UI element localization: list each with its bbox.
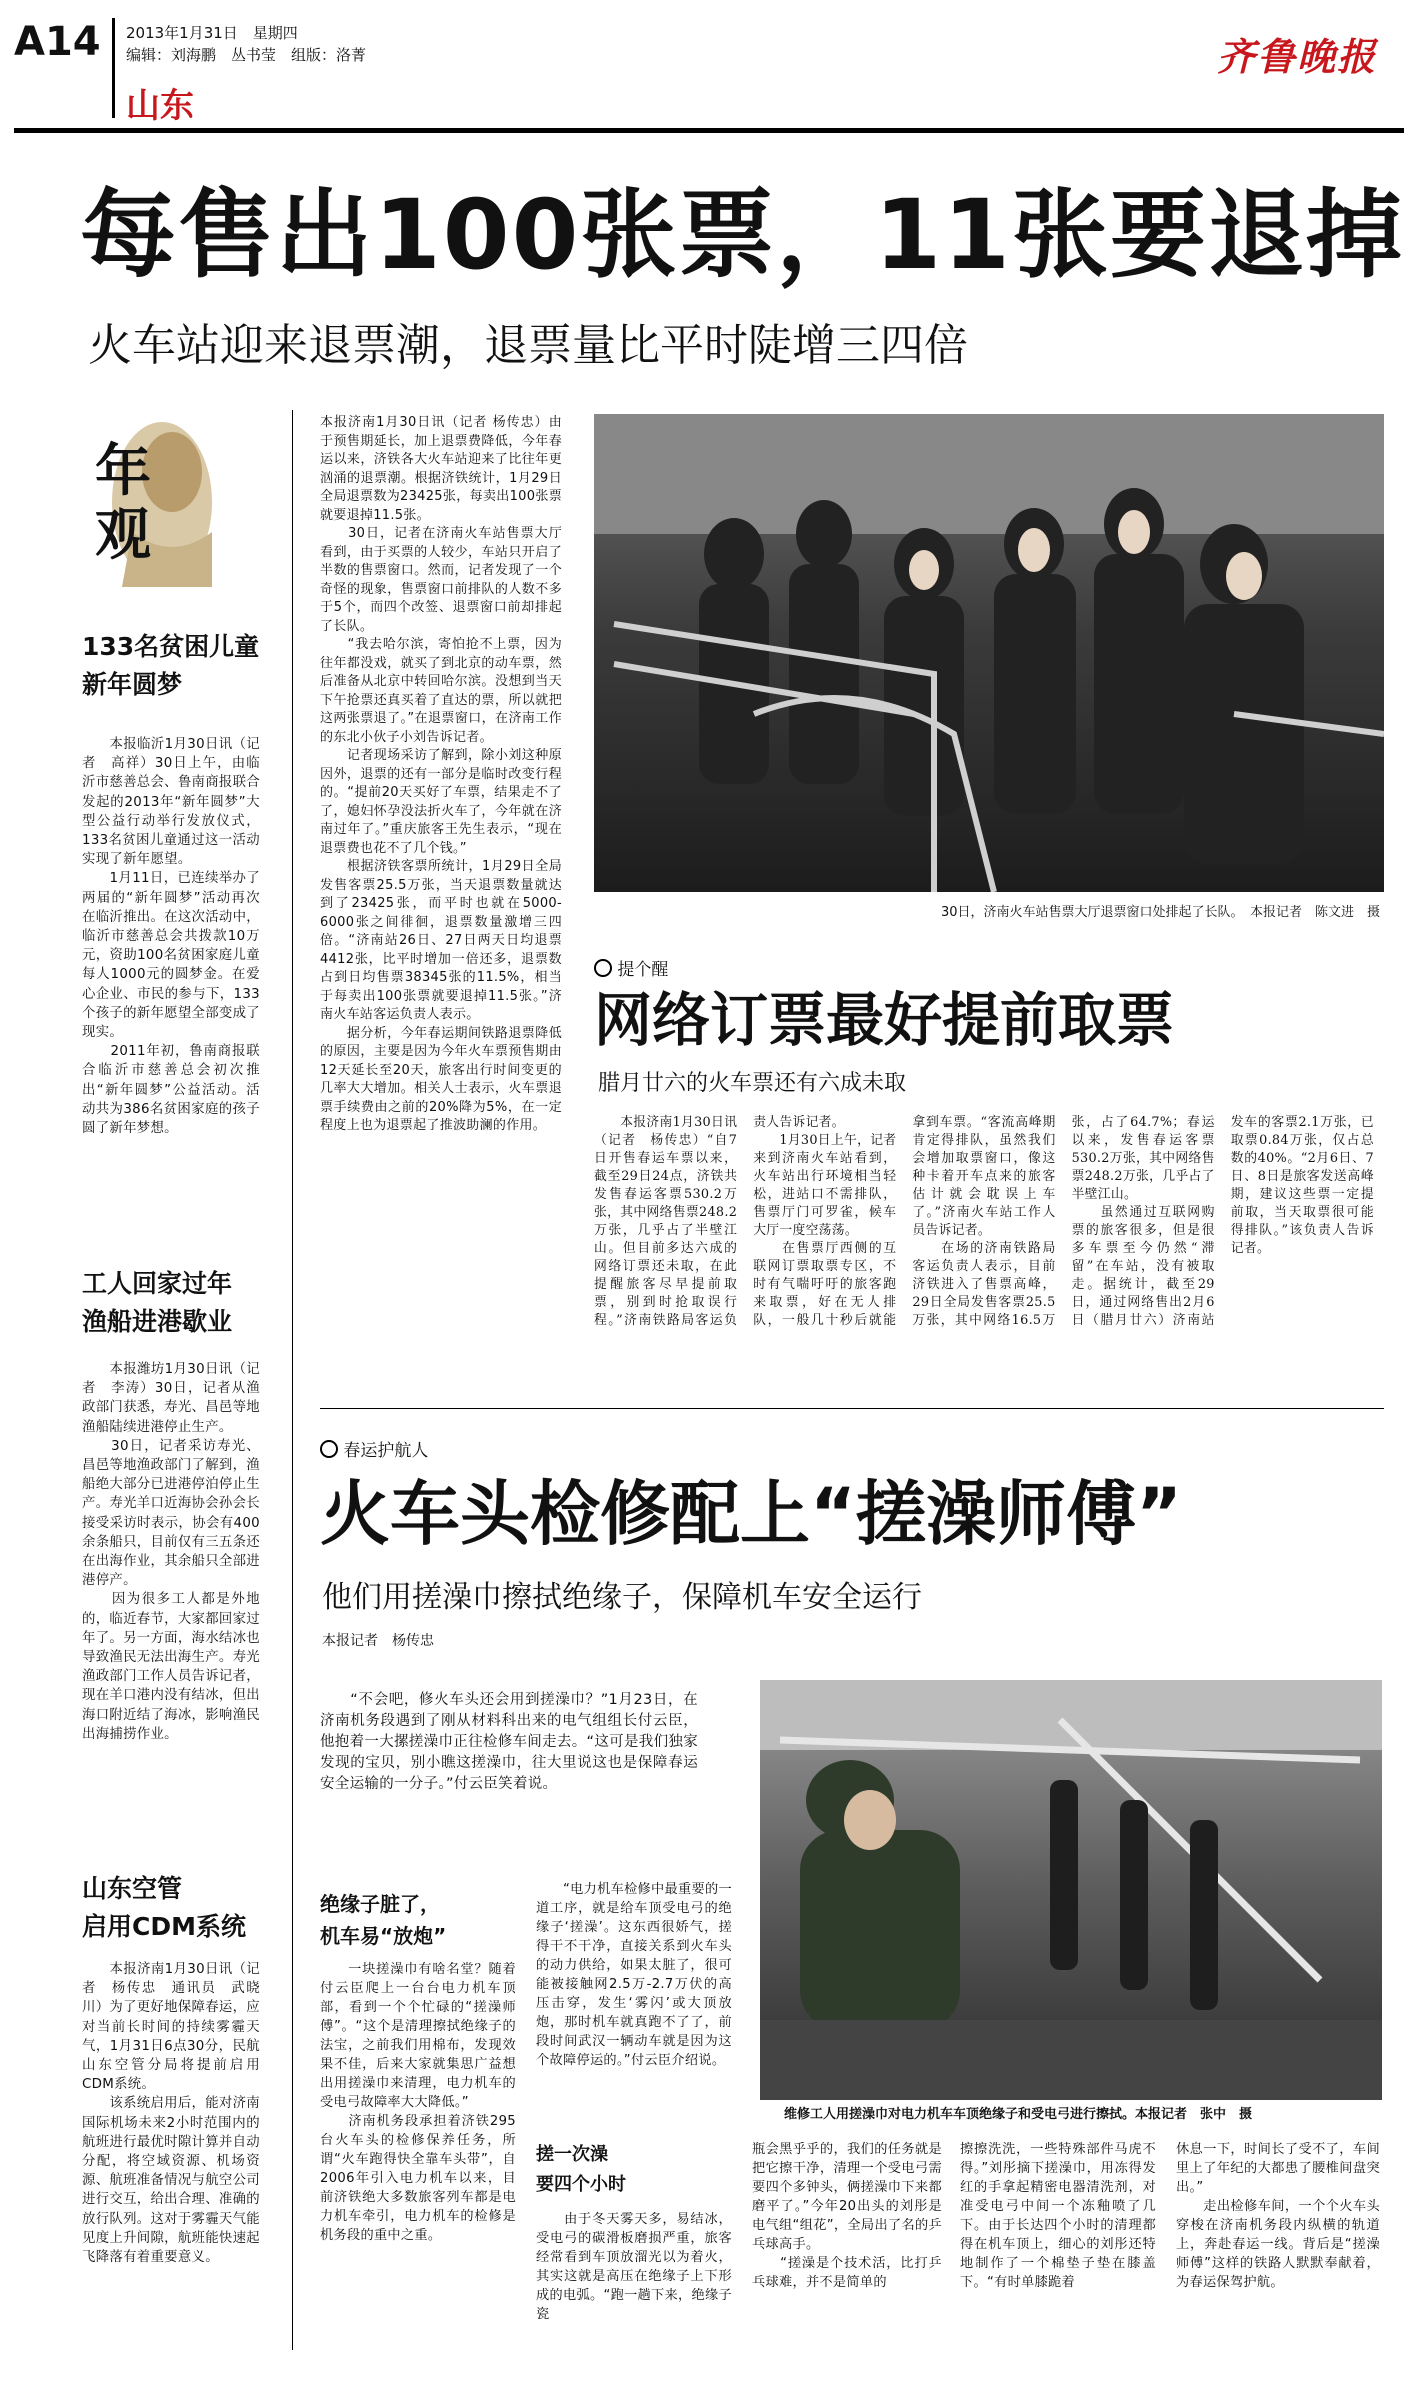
feature-tag-label: 春运护航人 [343, 1441, 429, 1461]
tip-subhead: 腊月廿六的火车票还有六成未取 [598, 1071, 907, 1096]
brief1-title-line1: 133名贫困儿童 [82, 632, 260, 661]
header-divider [112, 18, 115, 118]
column-logo-text: 年观 [95, 439, 151, 568]
brief2-body: 本报潍坊1月30日讯（记者 李涛）30日，记者从渔政部门获悉，寿光、昌邑等地渔船陆续进港停止生产。 30日，记者采访寿光、昌邑等地渔政部门了解到，渔船绝大部分已进港停泊停止生产。寿光羊口近海协会孙会长接受采访时表示，协会有400余条船只，目前仅有三五条还在出海作业，其余船只全部进港停产。 因为很多工人都是外地的，临近春节，大家都回家过年了。另一方面，海水结冰也导致渔民无法出海生产。寿光渔政部门工作人员告诉记者，现在羊口港内没有结冰，但出海口附近结了海冰，影响渔民出海捕捞作业。 [82, 1362, 260, 1742]
tip-body: 本报济南1月30日讯（记者 杨传忠）“自7日开售春运车票以来，截至29日24点，济铁共发售春运客票530.2万张，其中网络售票248.2万张，几乎占了半壁江山。但目前多达六成的网络订票还未取，在此提醒旅客尽早提前取票，别到时抢取误行程。”济南铁路局客运负责人告诉记者。 1月30日上午，记者来到济南火车站看到，火车站出行环境相当轻松，进站口不需排队，售票厅门可罗雀，候车大厅一度空荡荡。 在售票厅西侧的互联网订票取票专区，不时有气喘吁吁的旅客跑来取票，好在无人排队，一般几十秒后就能拿到车票。“客流高峰期肯定得排队，虽然我们会增加取票窗口，像这种卡着开车点来的旅客估计就会耽误上车了。”济南火车站工作人员告诉记者。 在场的济南铁路局客运负责人表示，目前济铁进入了售票高峰，29日全局发售客票25.5万张，其中网络16.5万张，占了64.7%；春运以来，发售春运客票530.2万张，其中网络售票248.2万张，几乎占了半壁江山。 虽然通过互联网购票的旅客很多，但是很多车票至今仍然“滞留”在车站，没有被取走。据统计，截至29日，通过网络售出2月6日（腊月廿六）济南站发车的客票2.1万张，已取票0.84万张，仅占总数的40%。“2月6日、7日、8日是旅客发送高峰期，建议这些票一定提前取，当天取票很可能得排队。”该负责人告诉记者。 [594, 1115, 1374, 1328]
feature-byline: 本报记者 杨传忠 [322, 1633, 434, 1649]
brief1-title-line2: 新年圆梦 [82, 670, 183, 699]
brief3-title [82, 1870, 282, 1946]
feature-photo [760, 1680, 1382, 2100]
feature-subhead: 他们用搓澡巾擦拭绝缘子，保障机车安全运行 [322, 1580, 922, 1615]
feature-photo-art [760, 1680, 1382, 2100]
brief1-title [82, 628, 282, 704]
feature-col3-body: 瓶会黑乎乎的，我们的任务就是把它擦干净，清理一个受电弓需要四个多钟头，俩搓澡巾下来都磨平了。”今年20出头的刘彤是电气组“组花”，全局出了名的乒乓球高手。 “搓澡是个技术活，比打乒乓球难，并不是简单的 [752, 2142, 942, 2290]
feature-section1-title-line2: 机车易“放炮” [320, 1924, 447, 1948]
feature-col5-body: 休息一下，时间长了受不了，车间里上了年纪的大都患了腰椎间盘突出。” 走出检修车间，一个个火车头穿梭在济南机务段内纵横的轨道上，奔赴春运一线。背后是“搓澡师傅”这样的铁路人默默奉献着，为春运保驾护航。 [1176, 2142, 1380, 2290]
lead-headline: 每售出100张票，11张要退掉 [80, 179, 1404, 291]
brief1-body: 本报临沂1月30日讯（记者 高祥）30日上午，由临沂市慈善总会、鲁南商报联合发起的2013年“新年圆梦”大型公益行动举行发放仪式，133名贫困儿童通过这一活动实现了新年愿望。 1月11日，已连续举办了两届的“新年圆梦”活动再次在临沂推出。在这次活动中，临沂市慈善总会共拨款10万元，资助100名贫困家庭儿童每人1000元的圆梦金。在爱心企业、市民的参与下，133个孩子的新年愿望全部变成了现实。 2011年初，鲁南商报联合临沂市慈善总会初次推出“新年圆梦”公益活动。活动共为386名贫困家庭的孩子圆了新年梦想。 [82, 737, 260, 1137]
page-number: A14 [14, 19, 101, 65]
tip-tag-icon [594, 959, 612, 977]
feature-intro: “不会吧，修火车头还会用到搓澡巾？”1月23日，在济南机务段遇到了刚从材料科出来的电气组组长付云臣，他抱着一大摞搓澡巾正往检修车间走去。“这可是我们独家发现的宝贝，别小瞧这搓澡巾，往大里说这也是保障春运安全运输的一分子。”付云臣笑着说。 [320, 1692, 698, 1792]
tip-tag-label: 提个醒 [617, 960, 669, 980]
date-line: 2013年1月31日 星期四 [126, 24, 298, 42]
brief2-title-line2: 渔船进港歇业 [82, 1307, 233, 1336]
brief3-body: 本报济南1月30日讯（记者 杨传忠 通讯员 武晓川）为了更好地保障春运，应对当前长时间的持续雾霾天气，1月31日6点30分，民航山东空管分局将提前启用CDM系统。 该系统启用后，能对济南国际机场未来2小时范围内的航班进行最优时隙计算并自动分配，将空域资源、机场资源、航班准备情况与航空公司进行交互，给出合理、准确的放行队列。这对于雾霾天气能见度上升间隙，航班能快速起飞降落有着重要意义。 [82, 1962, 260, 2266]
header-rule [14, 128, 1404, 133]
feature-section2-title-line1: 搓一次澡 [536, 2144, 608, 2165]
brief3-title-line2: 启用CDM系统 [82, 1912, 246, 1941]
lead-photo-art [594, 414, 1384, 892]
feature-photo-caption: 维修工人用搓澡巾对电力机车车顶绝缘子和受电弓进行擦拭。本报记者 张中 摄 [784, 2107, 1253, 2122]
column-divider [292, 410, 293, 2350]
feature-tag-icon [320, 1440, 338, 1458]
feature-section2-title [536, 2140, 736, 2200]
feature-section1-title-line1: 绝缘子脏了， [320, 1892, 440, 1916]
brief3-title-line1: 山东空管 [82, 1874, 183, 1903]
lead-body: 本报济南1月30日讯（记者 杨传忠）由于预售期延长，加上退票费降低，今年春运以来，济铁各大火车站迎来了比往年更汹涌的退票潮。根据济铁统计，1月29日全局退票数为23425张，每卖出100张票就要退掉11.5张。 30日，记者在济南火车站售票大厅看到，由于买票的人较少，车站只开启了半数的售票窗口。然而，记者发现了一个奇怪的现象，售票窗口前排队的人数不多于5个，而四个改签、退票窗口前却排起了长队。 “我去哈尔滨，寄怕抢不上票，因为往年都没戏，就买了到北京的动车票，然后准备从北京中转回哈尔滨。没想到当天下午抢票还真买着了直达的票，所以就把这两张票退了。”在退票窗口，在济南工作的东北小伙子小刘告诉记者。 记者现场采访了解到，除小刘这种原因外，退票的还有一部分是临时改变行程的。“提前20天买好了车票，结果走不了了，媳妇怀孕没法折火车了，今年就在济南过年了。”重庆旅客王先生表示，“现在退票费也花不了几个钱。” 根据济铁客票所统计，1月29日全局发售客票25.5万张，当天退票数量就达到了23425张，而平时也就在5000-6000张之间徘徊，退票数量激增三四倍。“济南站26日、27日两天日均退票4412张，比平时增加一倍还多，退票数占到日均售票38345张的11.5%，相当于每卖出100张票就要退掉11.5张。”济南火车站客运负责人表示。 据分析，今年春运期间铁路退票降低的原因，主要是因为今年火车票预售期由12天延长至20天，旅客出行时间变更的几率大大增加。相关人士表示，火车票退票手续费由之前的20%降为5%，在一定程度上也为退票起了推波助澜的作用。 [320, 415, 562, 1133]
tip-tag [594, 955, 668, 980]
lead-photo [594, 414, 1384, 892]
feature-top-rule [320, 1408, 1384, 1409]
feature-section1-body: 一块搓澡巾有啥名堂？随着付云臣爬上一台台电力机车顶部，看到一个个忙碌的“搓澡师傅”。“这个是清理擦拭绝缘子的法宝，之前我们用棉布，发现效果不佳，后来大家就集思广益想出用搓澡巾来清理，电力机车的受电弓故障率大大降低。” 济南机务段承担着济铁295台火车头的检修保养任务，所谓“火车跑得快全靠车头带”，自2006年引入电力机车以来，目前济铁绝大多数旅客列车都是电力机车牵引，电力机车的检修是机务段的重中之重。 [320, 1962, 516, 2243]
feature-col2-body2: 由于冬天雾天多，易结冰，受电弓的碳滑板磨损严重，旅客经常看到车顶放溜光以为着火，其实这就是高压在绝缘子上下形成的电弧。“跑一趟下来，绝缘子瓷 [536, 2212, 732, 2322]
feature-headline: 火车头检修配上“搓澡师傅” [320, 1473, 1183, 1555]
editor-line: 编辑：刘海鹏 丛书莹 组版：洛菁 [126, 46, 367, 64]
brief2-title [82, 1265, 282, 1341]
tip-headline: 网络订票最好提前取票 [594, 986, 1175, 1054]
lead-subhead: 火车站迎来退票潮，退票量比平时陡增三四倍 [88, 320, 968, 371]
feature-section2-title-line2: 要四个小时 [536, 2174, 626, 2195]
feature-col4-body: 擦擦洗洗，一些特殊部件马虎不得。”刘彤摘下搓澡巾，用冻得发红的手拿起精密电器清洗剂，对准受电弓中间一个冻釉喷了几下。由于长达四个小时的清理都得在机车顶上，细心的刘彤还特地制作了一个棉垫子垫在膝盖下。“有时单膝跪着 [960, 2142, 1156, 2290]
lead-photo-caption: 30日，济南火车站售票大厅退票窗口处排起了长队。 本报记者 陈文进 摄 [940, 905, 1380, 920]
feature-section1-title [320, 1888, 520, 1952]
brand-logo: 齐鲁晚报 [1216, 34, 1377, 79]
feature-tag [320, 1436, 428, 1461]
section-name: 山东 [126, 86, 194, 126]
feature-col2-body: “电力机车检修中最重要的一道工序，就是给车顶受电弓的绝缘子‘搓澡’。这东西很娇气，搓得干不干净，直接关系到火车头的动力供给，如果太脏了，很可能被接触网2.5万-2.7万伏的高压击穿，发生‘雾闪’或大顶放炮，那时机车就真跑不了了，前段时间武汉一辆动车就是因为这个故障停运的。”付云臣介绍说。 [536, 1882, 732, 2068]
brief2-title-line1: 工人回家过年 [82, 1269, 233, 1298]
